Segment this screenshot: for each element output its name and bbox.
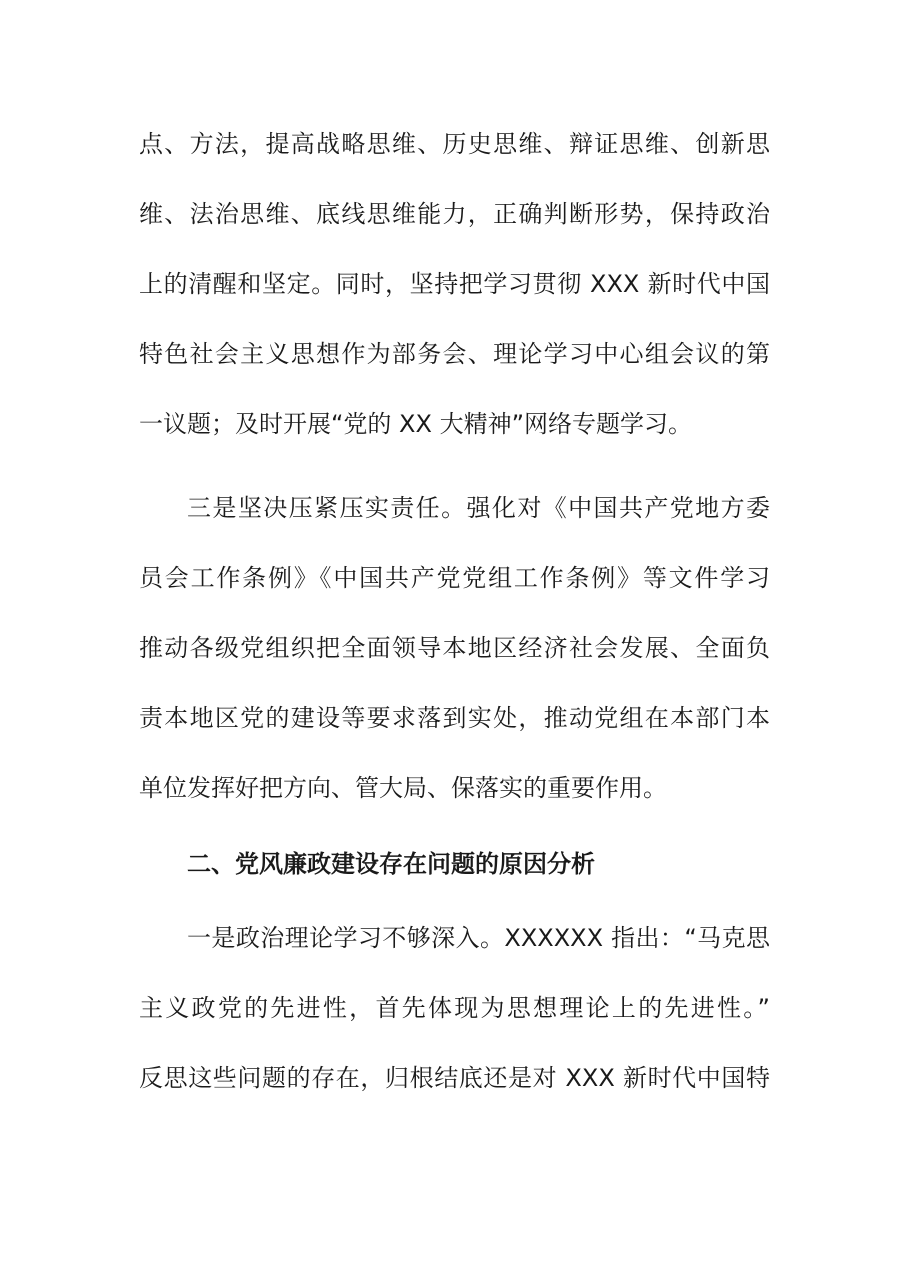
paragraph-line: 反思这些问题的存在，归根结底还是对 XXX 新时代中国特: [139, 1064, 770, 1092]
paragraph-line: 推动各级党组织把全面领导本地区经济社会发展、全面负: [139, 634, 770, 662]
paragraph-line: 维、法治思维、底线思维能力，正确判断形势，保持政治: [139, 200, 770, 228]
paragraph-line: 三是坚决压紧压实责任。强化对《中国共产党地方委: [187, 494, 770, 522]
paragraph-line: 单位发挥好把方向、管大局、保落实的重要作用。: [139, 774, 667, 802]
paragraph-line: 员会工作条例》《中国共产党党组工作条例》等文件学习: [139, 564, 770, 592]
section-heading: 二、党风廉政建设存在问题的原因分析: [187, 850, 595, 878]
paragraph-line: 特色社会主义思想作为部务会、理论学习中心组会议的第: [139, 340, 770, 368]
paragraph-line: 上的清醒和坚定。同时，坚持把学习贯彻 XXX 新时代中国: [139, 270, 770, 298]
paragraph-line: 责本地区党的建设等要求落到实处，推动党组在本部门本: [139, 704, 770, 732]
paragraph-line: 主义政党的先进性，首先体现为思想理论上的先进性。”: [139, 994, 770, 1022]
paragraph-line: 一是政治理论学习不够深入。XXXXXX 指出：“马克思: [187, 924, 770, 952]
paragraph-line: 点、方法，提高战略思维、历史思维、辩证思维、创新思: [139, 130, 770, 158]
paragraph-line: 一议题；及时开展“党的 XX 大精神”网络专题学习。: [139, 410, 693, 438]
